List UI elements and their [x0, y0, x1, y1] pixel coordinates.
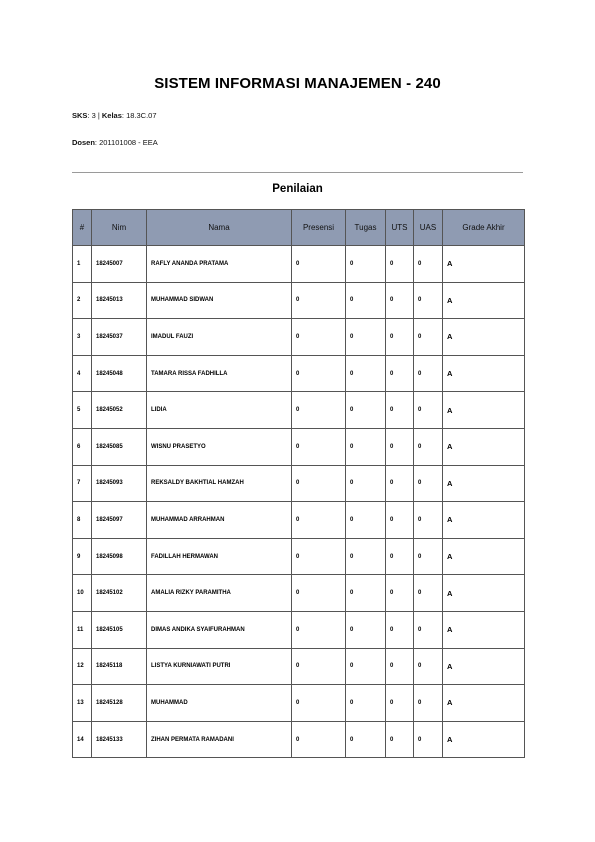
cell-nama: FADILLAH HERMAWAN — [147, 538, 292, 575]
cell-number: 3 — [73, 319, 92, 356]
cell-uts: 0 — [386, 282, 414, 319]
cell-uas: 0 — [414, 538, 443, 575]
column-header-tugas: Tugas — [346, 210, 386, 246]
cell-tugas: 0 — [346, 538, 386, 575]
cell-uas: 0 — [414, 319, 443, 356]
cell-uas: 0 — [414, 721, 443, 758]
column-header-number: # — [73, 210, 92, 246]
cell-grade: A — [443, 685, 525, 722]
cell-presensi: 0 — [292, 355, 346, 392]
kelas-value: : 18.3C.07 — [121, 111, 157, 120]
column-header-nim: Nim — [92, 210, 147, 246]
cell-grade: A — [443, 721, 525, 758]
page-title: SISTEM INFORMASI MANAJEMEN - 240 — [154, 75, 441, 92]
column-header-nama: Nama — [147, 210, 292, 246]
grades-table — [72, 209, 525, 758]
cell-nama: MUHAMMAD ARRAHMAN — [147, 502, 292, 539]
table-row — [73, 538, 525, 575]
cell-grade: A — [443, 648, 525, 685]
cell-nama: TAMARA RISSA FADHILLA — [147, 355, 292, 392]
cell-number: 9 — [73, 538, 92, 575]
cell-nim: 18245098 — [92, 538, 147, 575]
dosen-value: : 201101008 - EEA — [94, 138, 158, 147]
section-title: Penilaian — [272, 183, 323, 195]
cell-presensi: 0 — [292, 282, 346, 319]
column-header-grade-akhir: Grade Akhir — [443, 210, 525, 246]
cell-nim: 18245102 — [92, 575, 147, 612]
cell-nama: REKSALDY BAKHTIAL HAMZAH — [147, 465, 292, 502]
dosen-label: Dosen — [72, 138, 95, 147]
cell-nama: WISNU PRASETYO — [147, 428, 292, 465]
cell-uts: 0 — [386, 392, 414, 429]
cell-grade: A — [443, 538, 525, 575]
cell-presensi: 0 — [292, 685, 346, 722]
cell-grade: A — [443, 465, 525, 502]
cell-uts: 0 — [386, 319, 414, 356]
cell-nama: DIMAS ANDIKA SYAIFURAHMAN — [147, 611, 292, 648]
cell-grade: A — [443, 246, 525, 283]
cell-uas: 0 — [414, 428, 443, 465]
cell-grade: A — [443, 575, 525, 612]
cell-uts: 0 — [386, 246, 414, 283]
cell-nama: IMADUL FAUZI — [147, 319, 292, 356]
cell-presensi: 0 — [292, 392, 346, 429]
cell-grade: A — [443, 355, 525, 392]
table-body — [73, 246, 525, 758]
cell-nim: 18245105 — [92, 611, 147, 648]
table-row — [73, 282, 525, 319]
cell-uts: 0 — [386, 575, 414, 612]
lecturer-info-line — [72, 138, 158, 147]
cell-nama: LIDIA — [147, 392, 292, 429]
cell-nim: 18245085 — [92, 428, 147, 465]
cell-nama: RAFLY ANANDA PRATAMA — [147, 246, 292, 283]
sks-value: : 3 | — [87, 111, 102, 120]
table-row — [73, 428, 525, 465]
cell-number: 10 — [73, 575, 92, 612]
table-row — [73, 465, 525, 502]
cell-uas: 0 — [414, 648, 443, 685]
table-row — [73, 648, 525, 685]
cell-uas: 0 — [414, 685, 443, 722]
cell-uts: 0 — [386, 538, 414, 575]
cell-uts: 0 — [386, 611, 414, 648]
cell-nama: AMALIA RIZKY PARAMITHA — [147, 575, 292, 612]
cell-tugas: 0 — [346, 465, 386, 502]
cell-number: 1 — [73, 246, 92, 283]
table-header-row — [73, 210, 525, 246]
table-row — [73, 721, 525, 758]
cell-nama: MUHAMMAD SIDWAN — [147, 282, 292, 319]
cell-uts: 0 — [386, 465, 414, 502]
cell-nim: 18245093 — [92, 465, 147, 502]
cell-number: 5 — [73, 392, 92, 429]
cell-presensi: 0 — [292, 575, 346, 612]
cell-tugas: 0 — [346, 575, 386, 612]
cell-tugas: 0 — [346, 246, 386, 283]
cell-presensi: 0 — [292, 319, 346, 356]
cell-grade: A — [443, 392, 525, 429]
cell-tugas: 0 — [346, 355, 386, 392]
cell-uas: 0 — [414, 502, 443, 539]
cell-number: 4 — [73, 355, 92, 392]
cell-uts: 0 — [386, 721, 414, 758]
cell-nim: 18245037 — [92, 319, 147, 356]
cell-tugas: 0 — [346, 721, 386, 758]
cell-number: 2 — [73, 282, 92, 319]
table-row — [73, 611, 525, 648]
cell-uas: 0 — [414, 392, 443, 429]
cell-number: 6 — [73, 428, 92, 465]
cell-uas: 0 — [414, 575, 443, 612]
cell-tugas: 0 — [346, 648, 386, 685]
cell-nama: LISTYA KURNIAWATI PUTRI — [147, 648, 292, 685]
column-header-uas: UAS — [414, 210, 443, 246]
cell-presensi: 0 — [292, 246, 346, 283]
cell-nim: 18245128 — [92, 685, 147, 722]
cell-nim: 18245097 — [92, 502, 147, 539]
table-row — [73, 319, 525, 356]
column-header-presensi: Presensi — [292, 210, 346, 246]
cell-grade: A — [443, 428, 525, 465]
cell-presensi: 0 — [292, 538, 346, 575]
cell-uas: 0 — [414, 611, 443, 648]
divider — [72, 172, 523, 173]
cell-nim: 18245118 — [92, 648, 147, 685]
cell-number: 7 — [73, 465, 92, 502]
cell-tugas: 0 — [346, 319, 386, 356]
cell-number: 11 — [73, 611, 92, 648]
cell-presensi: 0 — [292, 611, 346, 648]
cell-tugas: 0 — [346, 392, 386, 429]
cell-number: 12 — [73, 648, 92, 685]
sks-label: SKS — [72, 111, 88, 120]
cell-uts: 0 — [386, 428, 414, 465]
cell-nim: 18245133 — [92, 721, 147, 758]
cell-nama: ZIHAN PERMATA RAMADANI — [147, 721, 292, 758]
cell-tugas: 0 — [346, 502, 386, 539]
cell-tugas: 0 — [346, 685, 386, 722]
cell-number: 13 — [73, 685, 92, 722]
cell-uas: 0 — [414, 355, 443, 392]
cell-presensi: 0 — [292, 721, 346, 758]
cell-nama: MUHAMMAD — [147, 685, 292, 722]
cell-tugas: 0 — [346, 428, 386, 465]
cell-nim: 18245048 — [92, 355, 147, 392]
cell-grade: A — [443, 282, 525, 319]
cell-uas: 0 — [414, 282, 443, 319]
cell-nim: 18245052 — [92, 392, 147, 429]
cell-nim: 18245013 — [92, 282, 147, 319]
cell-nim: 18245007 — [92, 246, 147, 283]
cell-grade: A — [443, 611, 525, 648]
table-row — [73, 502, 525, 539]
cell-uts: 0 — [386, 355, 414, 392]
cell-grade: A — [443, 319, 525, 356]
cell-uts: 0 — [386, 685, 414, 722]
table-row — [73, 246, 525, 283]
cell-grade: A — [443, 502, 525, 539]
table-row — [73, 685, 525, 722]
cell-tugas: 0 — [346, 282, 386, 319]
cell-uts: 0 — [386, 502, 414, 539]
cell-presensi: 0 — [292, 465, 346, 502]
cell-tugas: 0 — [346, 611, 386, 648]
cell-uts: 0 — [386, 648, 414, 685]
cell-number: 8 — [73, 502, 92, 539]
table-row — [73, 392, 525, 429]
cell-presensi: 0 — [292, 648, 346, 685]
course-info-line — [72, 111, 157, 120]
table-row — [73, 575, 525, 612]
cell-presensi: 0 — [292, 502, 346, 539]
cell-uas: 0 — [414, 465, 443, 502]
kelas-label: Kelas — [101, 111, 122, 120]
column-header-uts: UTS — [386, 210, 414, 246]
cell-presensi: 0 — [292, 428, 346, 465]
cell-number: 14 — [73, 721, 92, 758]
table-row — [73, 355, 525, 392]
cell-uas: 0 — [414, 246, 443, 283]
